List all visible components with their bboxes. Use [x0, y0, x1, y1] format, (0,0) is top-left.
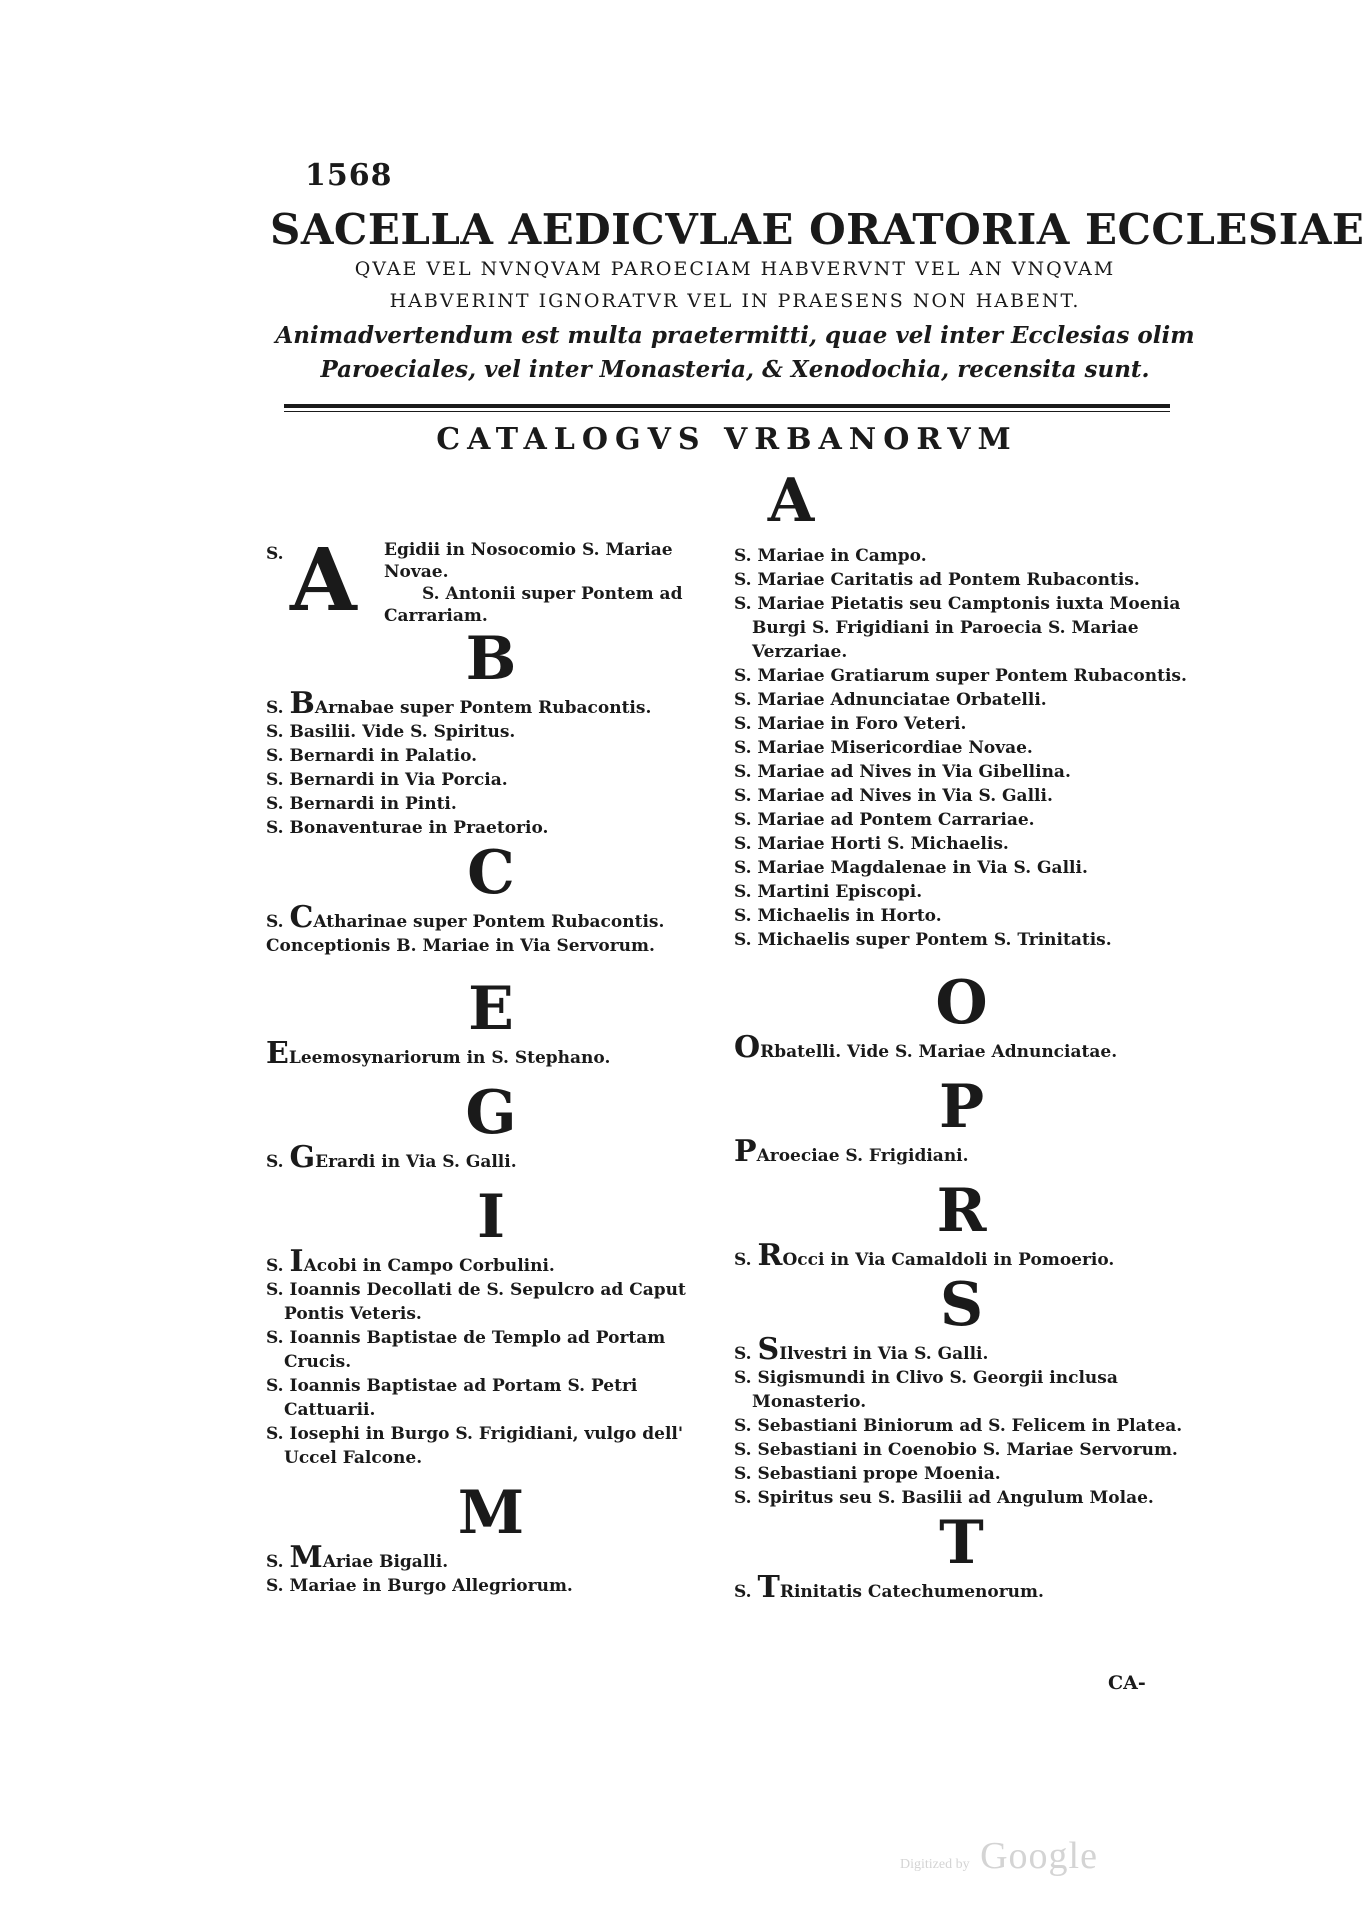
- entry-line: Carrariam.: [384, 606, 488, 626]
- section-letter-t: T: [939, 1508, 984, 1578]
- list-item: S. Spiritus seu S. Basilii ad Angulum Molae.: [734, 1488, 1154, 1508]
- dropcap-e: E: [266, 1036, 289, 1071]
- list-item: S. Sigismundi in Clivo S. Georgii inclusa Monasterio.: [734, 1368, 1118, 1412]
- note-line-2: Paroeciales, vel inter Monasteria, & Xenodochia, recensita sunt.: [320, 356, 1150, 383]
- section-letter-a: A: [767, 466, 815, 536]
- page-title: SACELLA AEDICVLAE ORATORIA ECCLESIAE: [270, 205, 1364, 254]
- list-item: ELeemosynariorum in S. Stephano.: [266, 1036, 611, 1071]
- subtitle-line-2: HABVERINT IGNORATVR VEL IN PRAESENS NON HABENT.: [389, 290, 1081, 312]
- list-item: S. Mariae Magdalenae in Via S. Galli.: [734, 858, 1088, 878]
- list-item: S. IAcobi in Campo Corbulini.: [266, 1244, 555, 1279]
- list-item: S. CAtharinae super Pontem Rubacontis.: [266, 900, 665, 935]
- list-item: S. Ioannis Baptistae de Templo ad Portam Crucis.: [266, 1328, 666, 1372]
- dropcap-g: G: [289, 1140, 316, 1175]
- dropcap-s: S: [757, 1332, 780, 1367]
- section-letter-b: B: [465, 624, 517, 694]
- dropcap-i: I: [289, 1244, 304, 1279]
- list-item: S. MAriae Bigalli.: [266, 1540, 449, 1575]
- entry-line: Novae.: [384, 562, 449, 582]
- section-letter-m: M: [457, 1478, 525, 1548]
- list-item: S. Mariae in Campo.: [734, 546, 927, 566]
- list-item: S. Bernardi in Pinti.: [266, 794, 457, 814]
- list-item: S. Bonaventurae in Praetorio.: [266, 818, 549, 838]
- dropcap-m: M: [289, 1540, 323, 1575]
- section-letter-o: O: [935, 968, 988, 1038]
- right-column: [734, 544, 1189, 1604]
- list-item: S. Sebastiani Biniorum ad S. Felicem in Platea.: [734, 1416, 1183, 1436]
- dropcap-c: C: [289, 900, 314, 935]
- section-letter-s: S: [939, 1270, 984, 1340]
- page-number: 1568: [305, 158, 393, 193]
- list-item: S. Ioannis Decollati de S. Sepulcro ad Caput Pontis Veteris.: [266, 1280, 686, 1324]
- section-letter-e: E: [468, 974, 514, 1044]
- entry-line: Egidii in Nosocomio S. Mariae: [384, 540, 673, 560]
- section-letter-p: P: [938, 1072, 985, 1142]
- list-item: Conceptionis B. Mariae in Via Servorum.: [266, 936, 655, 956]
- list-item: S. Mariae Adnunciatae Orbatelli.: [734, 690, 1047, 710]
- list-item: S. Basilii. Vide S. Spiritus.: [266, 722, 516, 742]
- list-item: S. GErardi in Via S. Galli.: [266, 1140, 517, 1175]
- list-item: S. TRinitatis Catechumenorum.: [734, 1570, 1044, 1605]
- list-item: S. Michaelis in Horto.: [734, 906, 942, 926]
- list-item: S. Bernardi in Palatio.: [266, 746, 478, 766]
- list-item: S. Sebastiani prope Moenia.: [734, 1464, 1001, 1484]
- list-item: S. Bernardi in Via Porcia.: [266, 770, 508, 790]
- list-item: S. Mariae Horti S. Michaelis.: [734, 834, 1009, 854]
- list-item: S. Mariae in Burgo Allegriorum.: [266, 1576, 573, 1596]
- section-letter-i: I: [476, 1182, 506, 1252]
- catalog-title: CATALOGVS VRBANORVM: [436, 422, 1018, 457]
- list-item: S. Mariae ad Nives in Via S. Galli.: [734, 786, 1053, 806]
- section-letter-c: C: [467, 838, 515, 908]
- list-item: S. Mariae ad Pontem Carrariae.: [734, 810, 1035, 830]
- list-item: S. Mariae in Foro Veteri.: [734, 714, 967, 734]
- subtitle-line-1: QVAE VEL NVNQVAM PAROECIAM HABVERVNT VEL AN VNQVAM: [354, 258, 1116, 280]
- dropcap-a: A: [290, 530, 357, 631]
- section-letter-r: R: [936, 1176, 987, 1246]
- list-item: S. Iosephi in Burgo S. Frigidiani, vulgo dell' Uccel Falcone.: [266, 1424, 684, 1468]
- list-item: S. Ioannis Baptistae ad Portam S. Petri Cattuarii.: [266, 1376, 638, 1420]
- list-item: S. Mariae Pietatis seu Camptonis iuxta Moenia Burgi S. Frigidiani in Paroecia S. Mariae Verzariae.: [734, 594, 1181, 662]
- list-item: S. Mariae ad Nives in Via Gibellina.: [734, 762, 1071, 782]
- list-item: S. ROcci in Via Camaldoli in Pomoerio.: [734, 1238, 1115, 1273]
- left-column: [266, 466, 815, 1598]
- heading-rule-thin: [284, 411, 1170, 412]
- note-line-1: Animadvertendum est multa praetermitti, quae vel inter Ecclesias olim: [275, 322, 1195, 349]
- heading-rule: [284, 404, 1170, 408]
- list-item: ORbatelli. Vide S. Mariae Adnunciatae.: [734, 1030, 1118, 1065]
- list-item: S. Sebastiani in Coenobio S. Mariae Servorum.: [734, 1440, 1178, 1460]
- list-item: S. Mariae Caritatis ad Pontem Rubacontis.: [734, 570, 1140, 590]
- list-item: PAroeciae S. Frigidiani.: [734, 1134, 969, 1169]
- list-item: S. SIlvestri in Via S. Galli.: [734, 1332, 989, 1367]
- list-item: S. Michaelis super Pontem S. Trinitatis.: [734, 930, 1112, 950]
- dropcap-o: O: [734, 1030, 761, 1065]
- section-letter-g: G: [465, 1078, 517, 1148]
- dropcap-t: T: [757, 1570, 780, 1605]
- dropcap-p: P: [734, 1134, 757, 1169]
- list-item: S. Mariae Gratiarum super Pontem Rubacontis.: [734, 666, 1187, 686]
- entry-line: S. Antonii super Pontem ad: [422, 584, 683, 604]
- watermark: Digitized by Google: [900, 1835, 1098, 1877]
- dropcap-b: B: [289, 686, 315, 721]
- dropcap-r: R: [757, 1238, 783, 1273]
- entry-prefix: S.: [266, 544, 284, 564]
- list-item: S. Mariae Misericordiae Novae.: [734, 738, 1033, 758]
- list-item: S. BArnabae super Pontem Rubacontis.: [266, 686, 652, 721]
- section-a-left-entries: [266, 530, 716, 631]
- catchword: CA-: [1108, 1672, 1146, 1694]
- list-item: S. Martini Episcopi.: [734, 882, 923, 902]
